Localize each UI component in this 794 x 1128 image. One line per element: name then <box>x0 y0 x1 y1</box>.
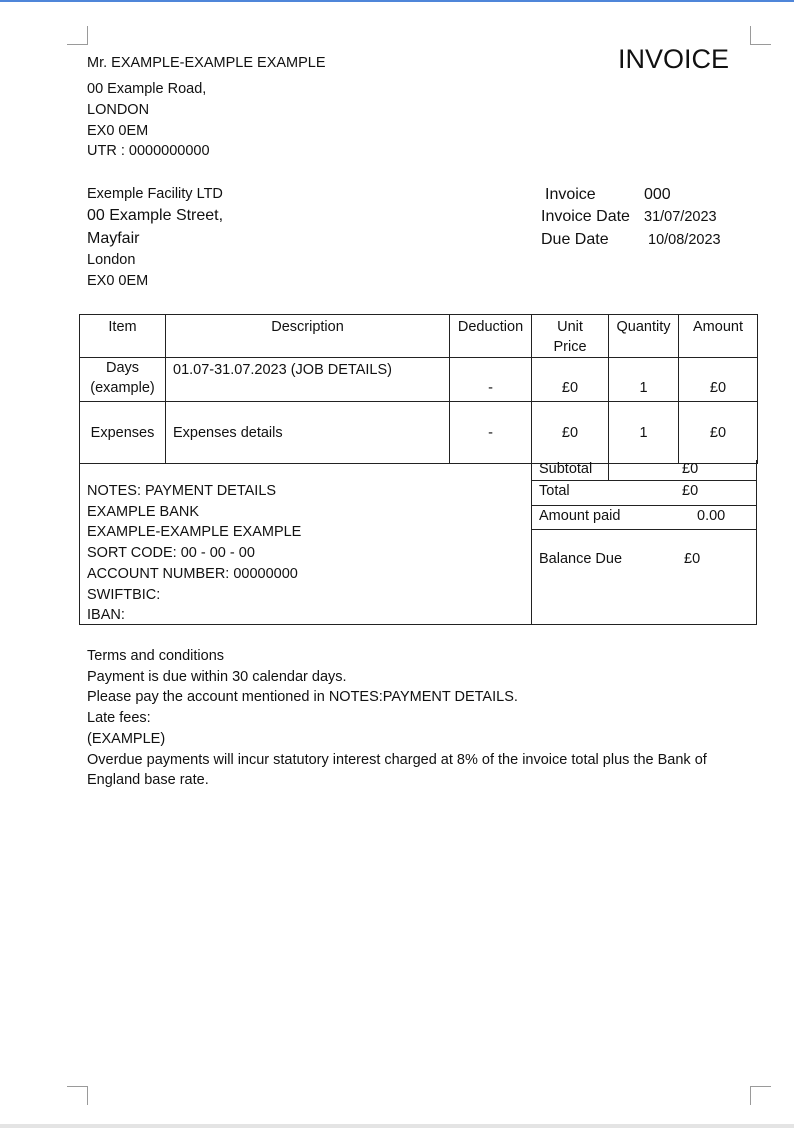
late-fees-example: (EXAMPLE) <box>87 730 166 747</box>
notes-line: ACCOUNT NUMBER: 00000000 <box>87 565 298 582</box>
total-value: £0 <box>682 483 699 499</box>
crop-mark-bottom-right <box>750 1086 771 1105</box>
cell-unit-price: £0 <box>532 402 609 464</box>
notes-line: IBAN: <box>87 607 125 624</box>
subtotal-divider <box>608 460 609 480</box>
crop-mark-top-right <box>750 26 771 45</box>
notes-line: SORT CODE: 00 - 00 - 00 <box>87 545 255 562</box>
cell-item <box>80 358 166 402</box>
late-fees-heading: Late fees: <box>87 710 151 727</box>
payment-notes <box>87 481 301 626</box>
total-label: Total <box>539 483 570 499</box>
amount-paid-label: Amount paid <box>539 508 621 524</box>
sender-utr: UTR : 0000000000 <box>87 143 210 159</box>
balance-due-label: Balance Due <box>539 551 623 567</box>
recipient-address-line: Mayfair <box>87 230 140 247</box>
cell-description: Expenses details <box>166 402 450 464</box>
terms-section <box>87 646 737 791</box>
recipient-address-line: 00 Example Street, <box>87 207 224 224</box>
cell-deduction: - <box>450 358 532 402</box>
column-header-unit-price <box>532 315 609 358</box>
cell-quantity: 1 <box>609 358 679 402</box>
item-line: Days <box>105 360 140 376</box>
sender-address-line: LONDON <box>87 102 150 118</box>
item-line: (example) <box>90 380 155 396</box>
column-header-deduction: Deduction <box>450 315 532 358</box>
notes-line: SWIFTBIC: <box>87 586 161 603</box>
cell-amount: £0 <box>679 358 758 402</box>
invoice-date: 31/07/2023 <box>644 209 717 225</box>
notes-line: EXAMPLE BANK <box>87 503 200 520</box>
recipient-address-line: London <box>87 252 136 268</box>
late-fees-text: Overdue payments will incur statutory interest charged at 8% of the invoice total plus the Bank of England base rate. <box>87 751 707 789</box>
cell-description: 01.07-31.07.2023 (JOB DETAILS) <box>166 358 450 402</box>
terms-line: Please pay the account mentioned in NOTES:PAYMENT DETAILS. <box>87 689 518 706</box>
line-items-table <box>79 314 758 464</box>
notes-heading: NOTES: PAYMENT DETAILS <box>87 483 277 499</box>
column-header-amount: Amount <box>679 315 758 358</box>
cell-quantity: 1 <box>609 402 679 464</box>
summary-line <box>531 480 757 481</box>
summary-line <box>531 529 757 530</box>
unit-price-header-line: Price <box>553 339 587 355</box>
table-header-row <box>80 315 758 358</box>
recipient-name: Exemple Facility LTD <box>87 186 223 202</box>
summary-divider <box>531 460 532 625</box>
crop-mark-bottom-left <box>67 1086 88 1105</box>
page-title: INVOICE <box>618 44 730 74</box>
unit-price-header-line: Unit <box>557 319 583 335</box>
amount-paid-value: 0.00 <box>697 508 726 524</box>
subtotal-label: Subtotal <box>539 461 593 477</box>
table-row <box>80 358 758 402</box>
sender-address-line: 00 Example Road, <box>87 81 207 97</box>
terms-heading: Terms and conditions <box>87 648 225 664</box>
sender-address-line: EX0 0EM <box>87 123 149 139</box>
subtotal-value: £0 <box>682 461 699 477</box>
due-date-label: Due Date <box>541 231 609 248</box>
column-header-item: Item <box>80 315 166 358</box>
balance-due-value: £0 <box>684 551 701 567</box>
invoice-number-label: Invoice <box>545 186 596 203</box>
recipient-address-line: EX0 0EM <box>87 273 149 289</box>
cell-unit-price: £0 <box>532 358 609 402</box>
top-accent-bar <box>0 0 794 2</box>
sender-name: Mr. EXAMPLE-EXAMPLE EXAMPLE <box>87 55 326 71</box>
notes-line: EXAMPLE-EXAMPLE EXAMPLE <box>87 524 302 541</box>
column-header-quantity: Quantity <box>609 315 679 358</box>
terms-line: Payment is due within 30 calendar days. <box>87 668 347 685</box>
page-bottom-edge <box>0 1124 794 1128</box>
crop-mark-top-left <box>67 26 88 45</box>
due-date: 10/08/2023 <box>648 232 721 248</box>
cell-item: Expenses <box>80 402 166 464</box>
invoice-number: 000 <box>644 186 671 203</box>
invoice-date-label: Invoice Date <box>541 208 630 225</box>
cell-amount: £0 <box>679 402 758 464</box>
column-header-description: Description <box>166 315 450 358</box>
table-row <box>80 402 758 464</box>
summary-line <box>531 505 757 506</box>
cell-deduction: - <box>450 402 532 464</box>
